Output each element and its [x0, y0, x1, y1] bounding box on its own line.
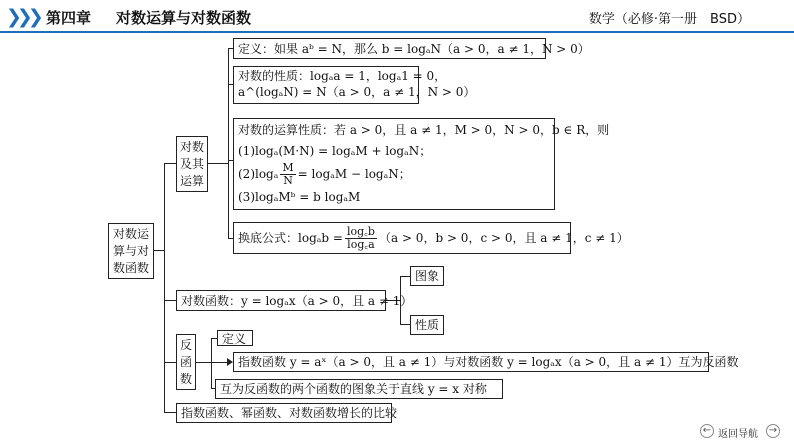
root-func-connector: [164, 300, 176, 301]
inverse-node: [176, 334, 196, 390]
fraction-numerator: M: [282, 161, 294, 174]
header-divider: [0, 31, 794, 33]
nature-box: [410, 315, 444, 335]
chapter-title: 对数运算与对数函数: [116, 9, 252, 27]
nature-connector: [400, 324, 410, 325]
change-base-denominator: log꜀a: [347, 238, 375, 251]
definition-text: 定义：如果 aᵇ = N，那么 b = logₐN（a > 0，a ≠ 1，N > 0）: [238, 42, 590, 56]
book-title: 数学（必修·第一册 BSD）: [588, 12, 750, 27]
change-base-numerator: log꜀b: [346, 225, 375, 238]
inverse-label-line: 反: [179, 338, 192, 352]
inverse-symmetry-box: [215, 379, 503, 399]
fraction-denominator: N: [283, 174, 293, 187]
ops-node: [176, 136, 208, 192]
change-base-fraction: [345, 226, 377, 251]
operations-line4: (3)logₐMᵇ = b logₐM: [238, 190, 361, 204]
inv-exp-connector: [203, 362, 227, 363]
definition-box: [233, 38, 590, 59]
header-bar: [0, 0, 794, 34]
properties-box: [233, 66, 476, 104]
log-function-text: 对数函数：y = logₐx（a > 0，且 a ≠ 1）: [181, 294, 413, 308]
fraction-m-over-n: [280, 162, 295, 187]
growth-comparison-box: [176, 403, 398, 423]
inverse-exp-log-box: [233, 352, 739, 372]
nature-text: 性质: [415, 318, 440, 332]
properties-line1: 对数的性质：logₐa = 1，logₐ1 = 0，: [238, 69, 447, 83]
operations-line3: [238, 162, 550, 187]
inverse-definition-box: [217, 330, 253, 346]
previous-arrow-icon[interactable]: ←: [700, 424, 714, 438]
root-ops-connector: [164, 163, 176, 164]
root-label-line: 数函数: [112, 261, 149, 275]
inverse-branch-line: [211, 338, 212, 388]
operations-line3-prefix: (2)logₐ: [238, 167, 279, 181]
change-base-prefix: 换底公式：logₐb =: [238, 231, 343, 245]
inverse-exp-log-text: 指数函数 y = aˣ（a > 0，且 a ≠ 1）与对数函数 y = logₐx（a > 0，且 a ≠ 1）互为反函数: [238, 355, 739, 369]
inverse-label-line: 函: [179, 355, 192, 369]
root-connector: [153, 250, 164, 251]
ops-branch-line: [228, 48, 229, 238]
graph-box: [410, 266, 444, 286]
ops-label-line: 运算: [179, 174, 204, 188]
root-inverse-connector: [164, 362, 176, 363]
ops-label-line: 对数: [179, 140, 204, 154]
operations-box: [233, 118, 610, 210]
inverse-label-line: 数: [179, 372, 192, 386]
next-arrow-icon[interactable]: →: [766, 424, 780, 438]
inverse-definition-text: 定义: [222, 332, 247, 346]
operations-line1: 对数的运算性质：若 a > 0，且 a ≠ 1，M > 0，N > 0，b ∈ R，则: [238, 123, 610, 137]
chevron-icon: ❯❯❯: [6, 6, 39, 28]
root-label-line: 算与对: [112, 244, 149, 258]
ops-connector: [207, 163, 228, 164]
inverse-symmetry-text: 互为反函数的两个函数的图象关于直线 y = x 对称: [220, 382, 487, 396]
root-label-line: 对数运: [112, 227, 149, 241]
back-to-navigation-link[interactable]: 返回导航: [718, 429, 758, 440]
ops-label-line: 及其: [179, 157, 204, 171]
root-branch-line: [164, 163, 165, 413]
operations-line2: (1)logₐ(M·N) = logₐM + logₐN；: [238, 144, 432, 158]
root-node: [108, 223, 154, 279]
change-base-suffix: （a > 0，b > 0，c > 0，且 a ≠ 1，c ≠ 1）: [378, 231, 629, 245]
growth-comparison-text: 指数函数、幂函数、对数函数增长的比较: [181, 406, 398, 420]
chapter-number: 第四章: [46, 9, 92, 27]
log-function-box: [176, 290, 413, 311]
graph-text: 图象: [415, 269, 440, 283]
operations-line3-suffix: = logₐM − logₐN；: [297, 167, 411, 181]
graph-connector: [400, 276, 410, 277]
properties-line2: a^(logₐN) = N（a > 0，a ≠ 1，N > 0）: [238, 85, 476, 99]
change-base-box: [233, 222, 629, 254]
root-growth-connector: [164, 412, 176, 413]
